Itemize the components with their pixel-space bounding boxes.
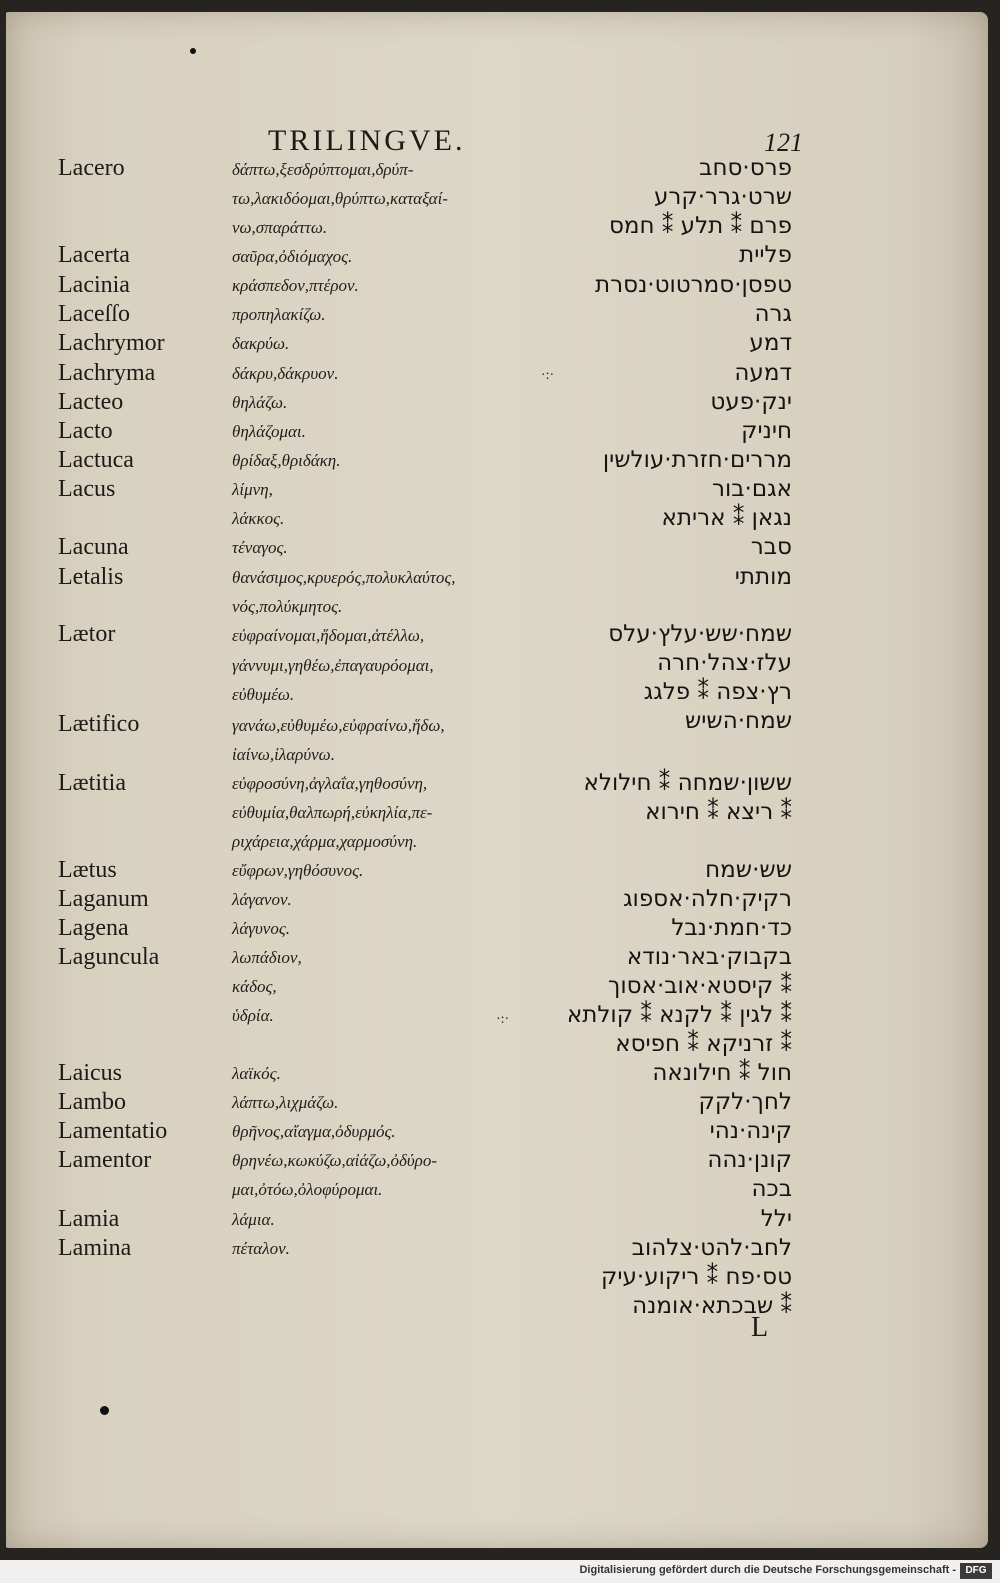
greek-gloss: λάγανον. [232, 890, 292, 909]
greek-gloss: ἰαίνω,ἱλαρύνω. [232, 745, 335, 764]
hebrew-gloss: עלז·צהל·חרה [657, 650, 792, 676]
greek-gloss: λίμνη, [232, 480, 273, 499]
greek-gloss: γανάω,εὐθυμέω,εὐφραίνω,ἥδω, [232, 716, 445, 735]
signature-mark: L [751, 1312, 769, 1343]
greek-gloss: κάδος, [232, 977, 277, 996]
latin-headword: Lachrymor [58, 330, 165, 356]
hebrew-gloss: פרס·סחב [699, 155, 792, 181]
hebrew-gloss: ילל [760, 1206, 792, 1232]
latin-headword: Lambo [58, 1089, 126, 1115]
greek-gloss: δάπτω,ξεσδρύπτομαι,δρύπ- [232, 160, 414, 179]
greek-gloss: προπηλακίζω. [232, 305, 326, 324]
hebrew-gloss: ⁑ קיסטא·אוב·אסוך [608, 973, 792, 999]
latin-headword: Lactuca [58, 447, 134, 473]
greek-gloss: λαϊκός. [232, 1064, 281, 1083]
hebrew-gloss: מותתי [734, 564, 792, 590]
latin-headword: Lætitia [58, 770, 126, 796]
hebrew-gloss: מררים·חזרת·עולשין [602, 447, 792, 473]
latin-headword: Lagena [58, 915, 129, 941]
greek-gloss: ὑδρία. [232, 1006, 274, 1025]
latin-headword: Lamentatio [58, 1118, 168, 1144]
hebrew-gloss: אגם·בור [712, 476, 792, 502]
latin-headword: Lacto [58, 418, 113, 444]
latin-headword: Letalis [58, 564, 124, 590]
hebrew-gloss: כד·חמת·נבל [671, 915, 792, 941]
hebrew-gloss: קינה·נהי [709, 1118, 792, 1144]
latin-headword: Lacero [58, 155, 125, 181]
latin-headword: Lacinia [58, 272, 130, 298]
greek-gloss: νω,σπαράττω. [232, 218, 328, 237]
hebrew-gloss: רץ·צפה ⁑ פלגג [643, 679, 792, 705]
latin-headword: Laganum [58, 886, 149, 912]
hebrew-gloss: דמע [749, 330, 792, 356]
greek-gloss: θηλάζομαι. [232, 422, 306, 441]
greek-gloss: νός,πολύκμητος. [232, 597, 343, 616]
hebrew-gloss: טפסן·סמרטוט·נסרת [595, 272, 792, 298]
latin-headword: Laceſſo [58, 301, 130, 327]
greek-gloss: θρηνέω,κωκύζω,αἰάζω,ὀδύρο- [232, 1151, 437, 1170]
hebrew-gloss: לחך·לקק [698, 1089, 792, 1115]
greek-gloss: λάκκος. [232, 509, 285, 528]
greek-gloss: θρίδαξ,θριδάκη. [232, 451, 341, 470]
greek-gloss: δάκρυ,δάκρυον. [232, 364, 339, 383]
hebrew-gloss: גרה [754, 301, 792, 327]
hebrew-gloss: שרט·גרר·קרע [654, 184, 792, 210]
greek-gloss: εὔφρων,γηθόσυνος. [232, 861, 364, 880]
hebrew-gloss: חיניק [741, 418, 792, 444]
hebrew-gloss: שש·שמח [705, 857, 792, 883]
latin-headword: Lamina [58, 1235, 132, 1261]
footer-credit: Digitalisierung gefördert durch die Deutsche Forschungsgemeinschaft - [579, 1564, 956, 1576]
greek-gloss: λωπάδιον, [232, 948, 302, 967]
latin-headword: Lacerta [58, 242, 130, 268]
latin-headword: Lacus [58, 476, 116, 502]
latin-headword: Lætor [58, 621, 116, 647]
latin-headword: Lacteo [58, 389, 124, 415]
latin-headword: Lachryma [58, 360, 156, 386]
greek-gloss: δακρύω. [232, 334, 290, 353]
hebrew-gloss: שמח·שש·עלץ·עלס [608, 621, 792, 647]
hebrew-gloss: בקבוק·באר·נודא [626, 944, 792, 970]
hebrew-gloss: נגאן ⁑ אריתא [661, 505, 792, 531]
latin-headword: Lamia [58, 1206, 120, 1232]
greek-gloss: θανάσιμος,κρυερός,πολυκλαύτος, [232, 568, 456, 587]
greek-gloss: λάγυνος. [232, 919, 290, 938]
greek-gloss: σαῦρα,ὀδιόμαχος. [232, 247, 353, 266]
hebrew-gloss: דמעה [734, 360, 792, 386]
greek-gloss: γάννυμι,γηθέω,ἐπαγαυρόομαι, [232, 656, 434, 675]
greek-gloss: θρῆνος,αἴαγμα,ὀδυρμός. [232, 1122, 396, 1141]
greek-gloss: λάμια. [232, 1210, 275, 1229]
greek-gloss: εὐθυμέω. [232, 685, 295, 704]
hebrew-gloss: ⁑ זרניקא ⁑ חפיסא [615, 1031, 792, 1057]
hebrew-gloss: קונן·נהה [707, 1147, 792, 1173]
hebrew-gloss: רקיק·חלה·אספוג [623, 886, 792, 912]
hebrew-gloss: ינק·פעט [710, 389, 792, 415]
hebrew-gloss: ⁑ לגין ⁑ לקנא ⁑ קולתא [566, 1002, 792, 1028]
latin-headword: Lætus [58, 857, 117, 883]
hebrew-gloss: סבר [750, 534, 792, 560]
greek-gloss: μαι,ὀτόω,ὀλοφύρομαι. [232, 1180, 383, 1199]
hebrew-gloss: חול ⁑ חילונאה [652, 1060, 792, 1086]
greek-gloss: εὐφροσύνη,ἀγλαΐα,γηθοσύνη, [232, 774, 428, 793]
greek-gloss: εὐθυμία,θαλπωρή,εὐκηλία,πε- [232, 803, 433, 822]
hebrew-gloss: שמח·השיש [684, 708, 792, 734]
greek-gloss: θηλάζω. [232, 393, 288, 412]
ink-speck [100, 1406, 109, 1415]
hebrew-gloss: ששון·שמחה ⁑ חילולא [583, 770, 792, 796]
latin-headword: Laicus [58, 1060, 122, 1086]
hebrew-gloss: בכה [751, 1176, 792, 1202]
hebrew-gloss: ⁑ ריצא ⁑ חירוא [645, 799, 792, 825]
hebrew-gloss: ⁑ שבכתא·אומנה [632, 1293, 792, 1319]
greek-gloss: τω,λακιδόομαι,θρύπτω,καταξαί- [232, 189, 448, 208]
greek-gloss: λάπτω,λιχμάζω. [232, 1093, 339, 1112]
hebrew-gloss: פליית [739, 242, 792, 268]
page-number: 121 [764, 128, 803, 157]
greek-gloss: τέναγος. [232, 538, 288, 557]
latin-headword: Lamentor [58, 1147, 152, 1173]
greek-gloss: εὐφραίνομαι,ἥδομαι,ἀτέλλω, [232, 626, 425, 645]
book-page [6, 12, 988, 1548]
greek-gloss: ριχάρεια,χάρμα,χαρμοσύνη. [232, 832, 418, 851]
greek-gloss: κράσπεδον,πτέρον. [232, 276, 359, 295]
hebrew-gloss: לחב·להט·צלהוב [631, 1235, 792, 1261]
ink-speck [190, 48, 196, 54]
hebrew-gloss: טס·פח ⁑ ריקוע·עיק [601, 1264, 792, 1290]
ornament-icon: ·:· [496, 1012, 510, 1027]
greek-gloss: πέταλον. [232, 1239, 290, 1258]
latin-headword: Lætifico [58, 711, 140, 737]
hebrew-gloss: פרם ⁑ תלע ⁑ חמס [608, 213, 792, 239]
latin-headword: Laguncula [58, 944, 160, 970]
ornament-icon: ·:· [541, 368, 555, 383]
running-header: TRILINGVE. [268, 124, 466, 157]
latin-headword: Lacuna [58, 534, 129, 560]
dfg-logo: DFG [960, 1563, 992, 1579]
